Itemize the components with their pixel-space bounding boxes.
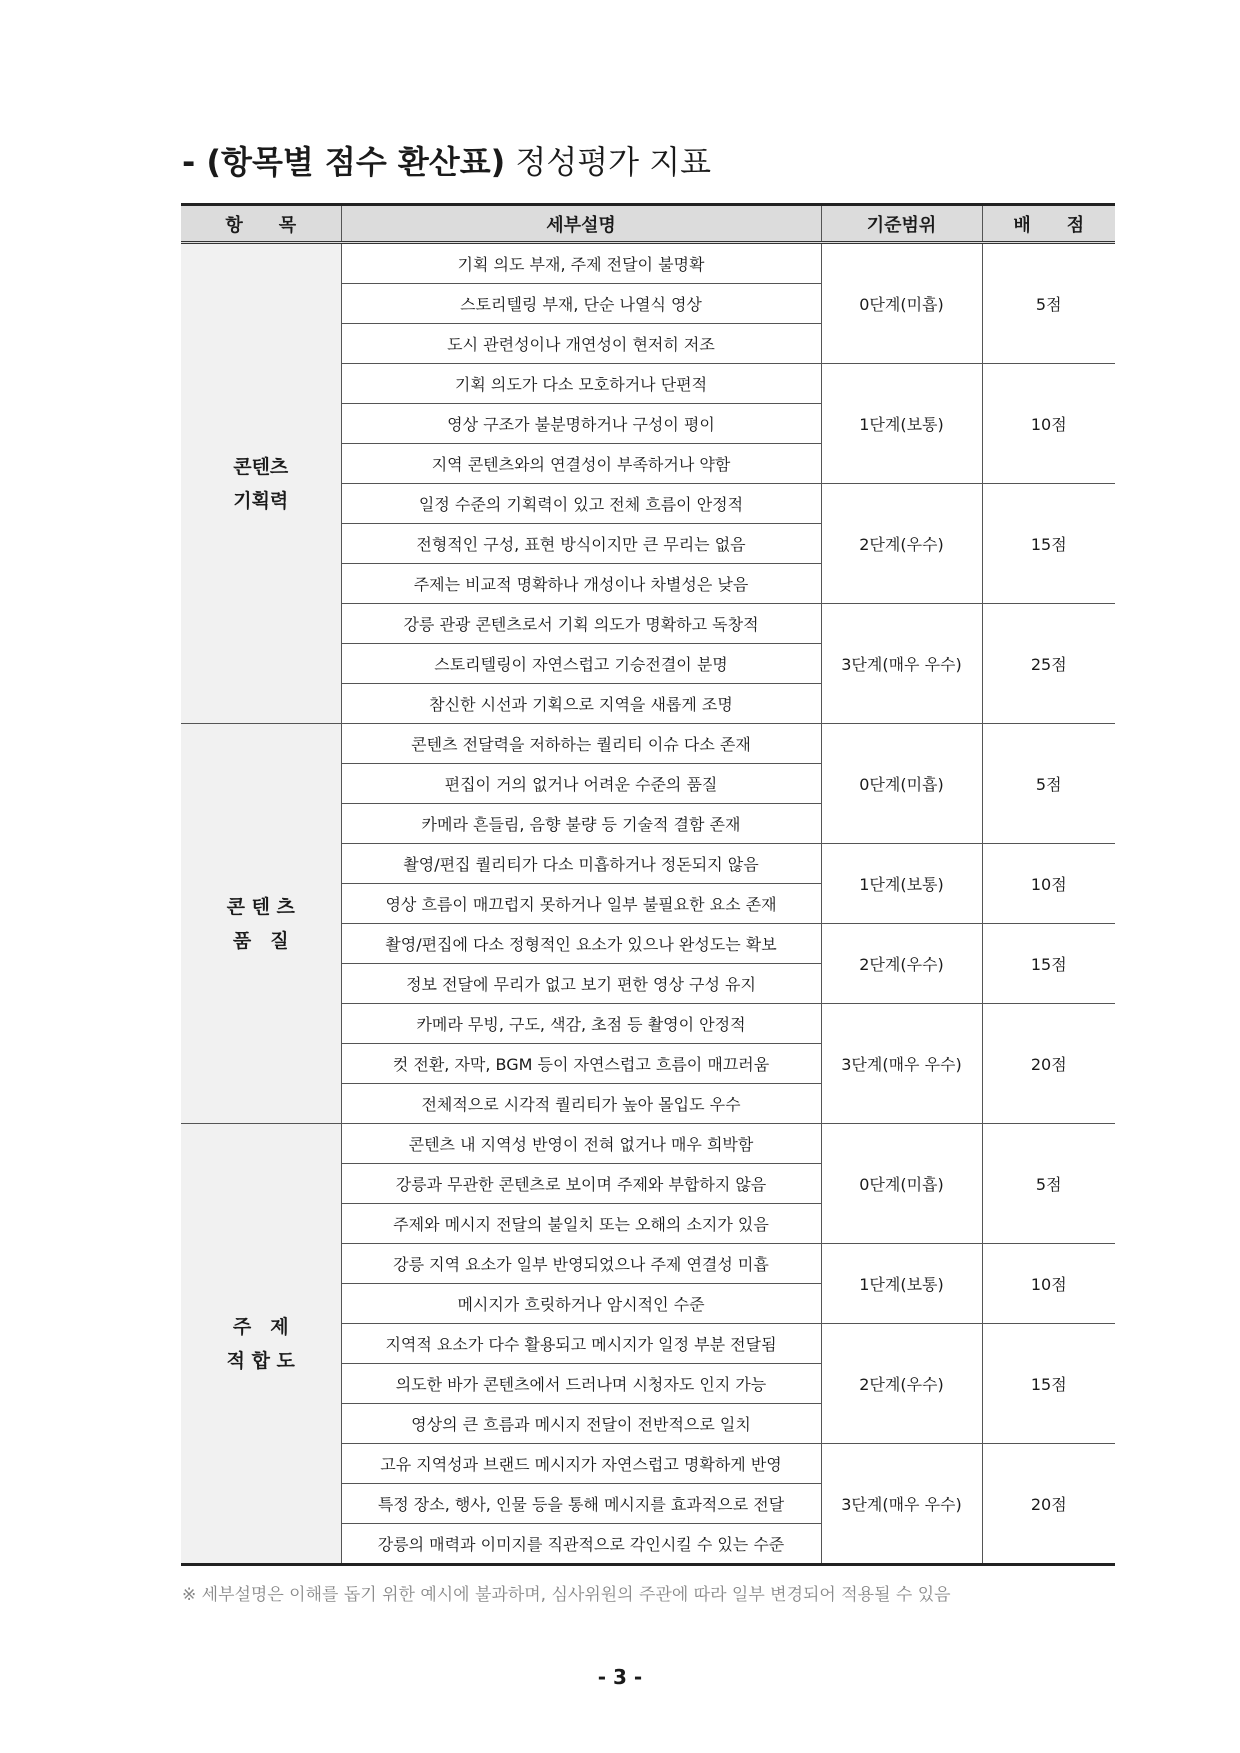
points-cell: 20점 — [982, 1004, 1115, 1124]
detail-cell: 카메라 흔들림, 음향 불량 등 기술적 결함 존재 — [341, 804, 821, 844]
header-item: 항 목 — [181, 205, 341, 243]
range-cell: 3단계(매우 우수) — [821, 1444, 982, 1565]
detail-cell: 영상 구조가 불분명하거나 구성이 평이 — [341, 404, 821, 444]
detail-cell: 컷 전환, 자막, BGM 등이 자연스럽고 흐름이 매끄러움 — [341, 1044, 821, 1084]
detail-cell: 메시지가 흐릿하거나 암시적인 수준 — [341, 1284, 821, 1324]
points-cell: 5점 — [982, 243, 1115, 364]
detail-cell: 기획 의도 부재, 주제 전달이 불명확 — [341, 243, 821, 284]
detail-cell: 고유 지역성과 브랜드 메시지가 자연스럽고 명확하게 반영 — [341, 1444, 821, 1484]
range-cell: 0단계(미흡) — [821, 1124, 982, 1244]
category-label: 주 제 — [232, 1315, 289, 1338]
detail-cell: 지역적 요소가 다수 활용되고 메시지가 일정 부분 전달됨 — [341, 1324, 821, 1364]
detail-cell: 일정 수준의 기획력이 있고 전체 흐름이 안정적 — [341, 484, 821, 524]
detail-cell: 참신한 시선과 기획으로 지역을 새롭게 조명 — [341, 684, 821, 724]
detail-cell: 콘텐츠 전달력을 저하하는 퀄리티 이슈 다소 존재 — [341, 724, 821, 764]
detail-cell: 촬영/편집에 다소 정형적인 요소가 있으나 완성도는 확보 — [341, 924, 821, 964]
header-points: 배 점 — [982, 205, 1115, 243]
range-cell: 2단계(우수) — [821, 484, 982, 604]
range-cell: 1단계(보통) — [821, 844, 982, 924]
category-label: 콘 텐 츠 — [226, 895, 295, 918]
range-cell: 0단계(미흡) — [821, 724, 982, 844]
header-range: 기준범위 — [821, 205, 982, 243]
detail-cell: 스토리텔링 부재, 단순 나열식 영상 — [341, 284, 821, 324]
category-label: 적 합 도 — [226, 1349, 295, 1372]
category-label: 콘텐츠 — [233, 455, 289, 478]
points-cell: 20점 — [982, 1444, 1115, 1565]
table-row — [181, 724, 1115, 764]
category-label: 품 질 — [232, 929, 289, 952]
detail-cell: 전체적으로 시각적 퀄리티가 높아 몰입도 우수 — [341, 1084, 821, 1124]
title-light: 정성평가 지표 — [515, 143, 712, 181]
detail-cell: 특정 장소, 행사, 인물 등을 통해 메시지를 효과적으로 전달 — [341, 1484, 821, 1524]
detail-cell: 지역 콘텐츠와의 연결성이 부족하거나 약함 — [341, 444, 821, 484]
detail-cell: 강릉 지역 요소가 일부 반영되었으나 주제 연결성 미흡 — [341, 1244, 821, 1284]
range-cell: 1단계(보통) — [821, 1244, 982, 1324]
points-cell: 5점 — [982, 724, 1115, 844]
detail-cell: 촬영/편집 퀄리티가 다소 미흡하거나 정돈되지 않음 — [341, 844, 821, 884]
points-cell: 10점 — [982, 844, 1115, 924]
detail-cell: 스토리텔링이 자연스럽고 기승전결이 분명 — [341, 644, 821, 684]
category-label: 기획력 — [233, 489, 289, 512]
points-cell: 25점 — [982, 604, 1115, 724]
points-cell: 15점 — [982, 484, 1115, 604]
detail-cell: 영상 흐름이 매끄럽지 못하거나 일부 불필요한 요소 존재 — [341, 884, 821, 924]
range-cell: 3단계(매우 우수) — [821, 1004, 982, 1124]
detail-cell: 강릉과 무관한 콘텐츠로 보이며 주제와 부합하지 않음 — [341, 1164, 821, 1204]
page-title — [182, 140, 711, 184]
detail-cell: 콘텐츠 내 지역성 반영이 전혀 없거나 매우 희박함 — [341, 1124, 821, 1164]
header-detail: 세부설명 — [341, 205, 821, 243]
detail-cell: 주제는 비교적 명확하나 개성이나 차별성은 낮음 — [341, 564, 821, 604]
points-cell: 10점 — [982, 1244, 1115, 1324]
detail-cell: 도시 관련성이나 개연성이 현저히 저조 — [341, 324, 821, 364]
range-cell: 2단계(우수) — [821, 1324, 982, 1444]
detail-cell: 강릉의 매력과 이미지를 직관적으로 각인시킬 수 있는 수준 — [341, 1524, 821, 1565]
points-cell: 10점 — [982, 364, 1115, 484]
detail-cell: 정보 전달에 무리가 없고 보기 편한 영상 구성 유지 — [341, 964, 821, 1004]
title-bold: - (항목별 점수 환산표) — [182, 143, 506, 181]
points-cell: 5점 — [982, 1124, 1115, 1244]
detail-cell: 카메라 무빙, 구도, 색감, 초점 등 촬영이 안정적 — [341, 1004, 821, 1044]
detail-cell: 기획 의도가 다소 모호하거나 단편적 — [341, 364, 821, 404]
table-row — [181, 243, 1115, 284]
category-cell — [181, 1124, 341, 1565]
detail-cell: 편집이 거의 없거나 어려운 수준의 품질 — [341, 764, 821, 804]
table-header-row — [181, 205, 1115, 243]
category-cell — [181, 724, 341, 1124]
detail-cell: 의도한 바가 콘텐츠에서 드러나며 시청자도 인지 가능 — [341, 1364, 821, 1404]
points-cell: 15점 — [982, 1324, 1115, 1444]
detail-cell: 주제와 메시지 전달의 불일치 또는 오해의 소지가 있음 — [341, 1204, 821, 1244]
range-cell: 1단계(보통) — [821, 364, 982, 484]
table-body — [181, 243, 1115, 1565]
page-number: - 3 - — [597, 1665, 643, 1689]
category-cell — [181, 243, 341, 724]
detail-cell: 전형적인 구성, 표현 방식이지만 큰 무리는 없음 — [341, 524, 821, 564]
evaluation-table — [181, 203, 1115, 1566]
table-row — [181, 1124, 1115, 1164]
range-cell: 0단계(미흡) — [821, 243, 982, 364]
detail-cell: 영상의 큰 흐름과 메시지 전달이 전반적으로 일치 — [341, 1404, 821, 1444]
range-cell: 2단계(우수) — [821, 924, 982, 1004]
detail-cell: 강릉 관광 콘텐츠로서 기획 의도가 명확하고 독창적 — [341, 604, 821, 644]
range-cell: 3단계(매우 우수) — [821, 604, 982, 724]
footnote: ※ 세부설명은 이해를 돕기 위한 예시에 불과하며, 심사위원의 주관에 따라 일부 변경되어 적용될 수 있음 — [182, 1585, 951, 1605]
points-cell: 15점 — [982, 924, 1115, 1004]
